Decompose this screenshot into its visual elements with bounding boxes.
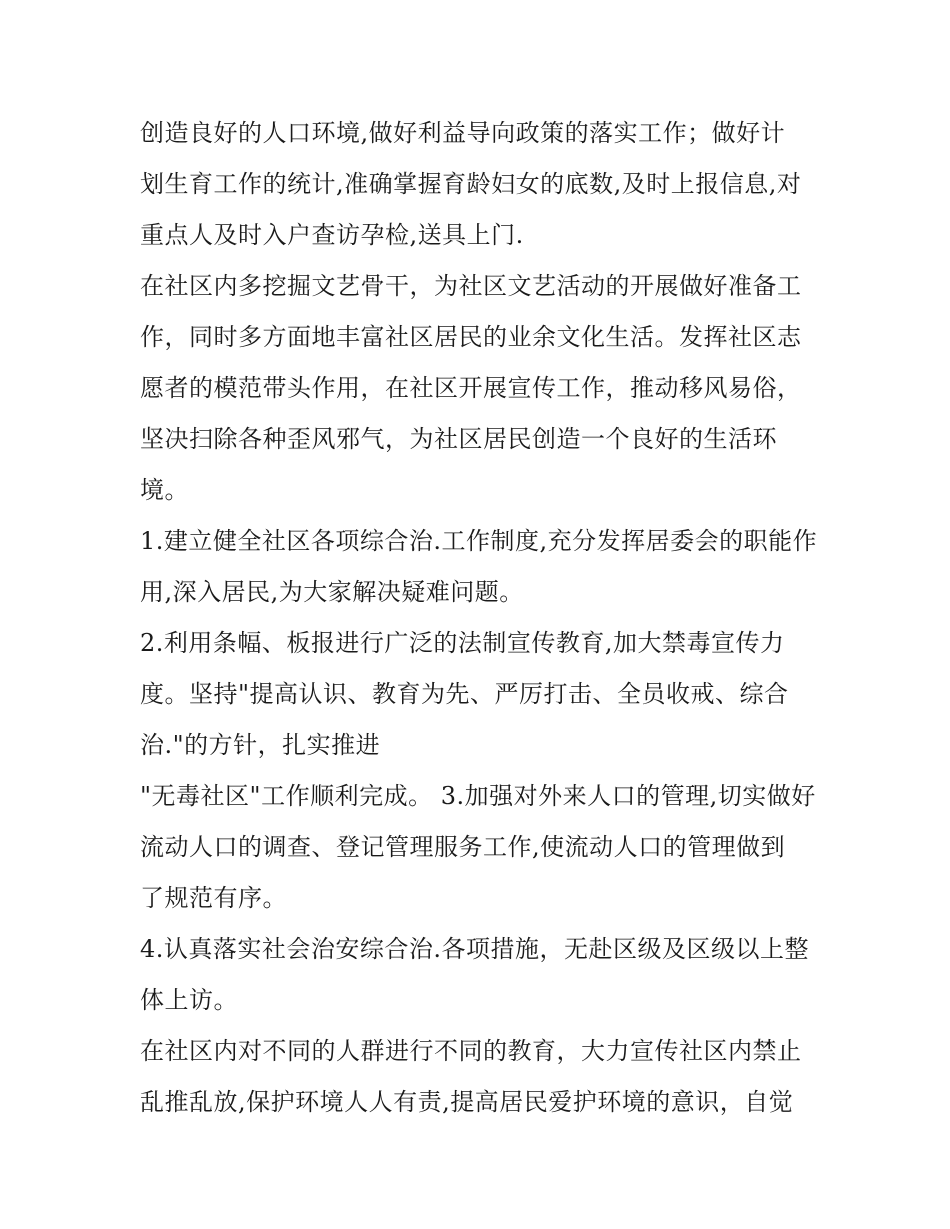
text-line: 4.认真落实社会治安综合治.各项措施，无赴区级及区级以上整 [140, 935, 810, 963]
text-line: 愿者的模范带头作用，在社区开展宣传工作，推动移风易俗， [140, 374, 802, 402]
text-line: 坚决扫除各种歪风邪气，为社区居民创造一个良好的生活环 [140, 425, 777, 453]
text-line: 1.建立健全社区各项综合治.工作制度,充分发挥居委会的职能作 [140, 527, 818, 555]
text-line: 度。坚持"提高认识、教育为先、严厉打击、全员收戒、综合 [140, 680, 789, 708]
text-line: 乱推乱放,保护环境人人有责,提高居民爱护环境的意识，自觉 [140, 1088, 794, 1116]
text-line: 流动人口的调查、登记管理服务工作,使流动人口的管理做到 [140, 833, 786, 861]
text-line: 治."的方针，扎实推进 [140, 731, 381, 759]
text-line: 在社区内多挖掘文艺骨干，为社区文艺活动的开展做好准备工 [140, 272, 802, 300]
text-line: 体上访。 [140, 986, 238, 1014]
text-line: 作，同时多方面地丰富社区居民的业余文化生活。发挥社区志 [140, 323, 802, 351]
text-line: 了规范有序。 [140, 884, 287, 912]
text-line: 用,深入居民,为大家解决疑难问题。 [140, 578, 524, 606]
text-line: 重点人及时入户查访孕检,送具上门. [140, 221, 524, 249]
text-line: 境。 [140, 476, 189, 504]
text-line: "无毒社区"工作顺利完成。 3.加强对外来人口的管理,切实做好 [140, 782, 816, 810]
document-body [140, 108, 820, 1128]
text-line: 划生育工作的统计,准确掌握育龄妇女的底数,及时上报信息,对 [140, 170, 802, 198]
text-line: 在社区内对不同的人群进行不同的教育，大力宣传社区内禁止 [140, 1037, 802, 1065]
text-line: 2.利用条幅、板报进行广泛的法制宣传教育,加大禁毒宣传力 [140, 629, 785, 657]
text-line: 创造良好的人口环境,做好利益导向政策的落实工作；做好计 [140, 119, 786, 147]
